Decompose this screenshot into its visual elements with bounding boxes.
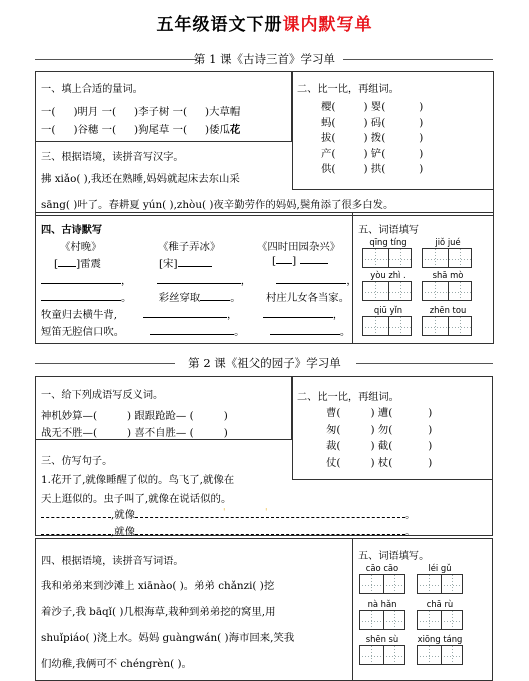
writing-grid[interactable]	[362, 316, 412, 336]
lesson2-heading: 第 2 课《祖父的园子》学习单	[188, 356, 341, 370]
writing-grid[interactable]	[359, 610, 405, 630]
pinyin-1: qīng tíng	[369, 237, 407, 247]
writing-grid[interactable]	[359, 645, 405, 665]
l2-s3-fill1: ,就像 。	[41, 506, 415, 521]
l2-s4-p2: 着沙子,我 bāqǐ( )几根海草,栽种到弟弟挖的窝里,用	[41, 606, 276, 618]
title-black: 五年级语文下册	[156, 15, 283, 35]
l1-s2-title: 二、比一比，再组词。	[297, 84, 399, 95]
l2-s4-p4: 们幼稚,我俩可不 chéngrèn( )。	[41, 658, 192, 670]
writing-grid[interactable]	[422, 316, 472, 336]
writing-grid[interactable]	[417, 610, 463, 630]
l1-s3-line2: sāng( )叶了。春耕夏 yún( ),zhòu( )夜辛勤劳作的妈妈,鬓角添了很多白发。	[41, 199, 394, 211]
l2-s4-p3: shuǐpiáo( )浇上水。妈妈 guàngwán( )海市回来,笑我	[41, 632, 295, 644]
pinyin-2: jiǒ jué	[435, 237, 461, 247]
writing-grid[interactable]	[417, 574, 463, 594]
l2-s3-title: 三、仿写句子。	[41, 456, 113, 467]
pinyin-4: shā mò	[432, 270, 464, 280]
l1-s2-pairs: 樱( ) 婴( ) 蚂( ) 码( ) 拔( ) 拨( ) 产( ) 铲( ) 供( ) 拱( )	[321, 101, 424, 175]
l2-s5-title: 五、词语填写。	[358, 551, 430, 562]
pinyin-11: shēn sù	[365, 634, 399, 644]
pinyin-9: nà hǎn	[367, 599, 397, 609]
poem-line-row3: 牧童归去横牛背, ， ，	[41, 309, 344, 321]
l1-s3-title: 三、根据语境，读拼音写汉字。	[41, 152, 184, 163]
writing-grid[interactable]	[359, 574, 405, 594]
lesson1-heading: 第 1 课《古诗三首》学习单	[193, 52, 336, 66]
poem-title-1: 《村晚》	[60, 241, 102, 253]
title-red: 课内默写单	[282, 15, 373, 35]
mark: '	[265, 508, 268, 518]
page-title	[0, 10, 529, 35]
pinyin-6: zhēn tou	[429, 305, 467, 315]
writing-grid[interactable]	[362, 248, 412, 268]
poem-line-row1: ， ， ，	[41, 272, 357, 287]
l2-s3-fill2: ,就像 。	[41, 523, 415, 538]
poem2-author: [宋]	[159, 255, 212, 270]
l2-s3-line1: 1.花开了,就像睡醒了似的。鸟飞了,就像在	[41, 474, 235, 486]
l2-s1-title: 一、给下列成语写反义词。	[41, 390, 164, 401]
l2-s4-title: 四、根据语境，读拼音写词语。	[41, 556, 184, 567]
pinyin-3: yòu zhì .	[370, 270, 406, 280]
writing-grid[interactable]	[417, 645, 463, 665]
poem3-author: [ ]	[272, 255, 328, 267]
l1-s4-title: 四、古诗默写	[41, 224, 103, 236]
l1-s1-row1: 一( )明月 一( )李子树 一( )大草帽	[41, 106, 241, 118]
pinyin-5: qiū yǐn	[373, 305, 403, 315]
writing-grid[interactable]	[422, 281, 472, 301]
writing-grid[interactable]	[362, 281, 412, 301]
divider	[343, 59, 493, 60]
pinyin-7: cāo cāo	[365, 563, 399, 573]
l1-s3-line1: 拂 xiǎo( ),我还在熟睡,妈妈就起床去东山采	[41, 173, 240, 185]
writing-grid[interactable]	[422, 248, 472, 268]
l2-s1-row1: 神机妙算—( ) 跟跟跄跄— ( )	[41, 410, 228, 422]
poem-line-row4: 短笛无腔信口吹。 。 。	[41, 326, 351, 338]
pinyin-10: chā rù	[426, 599, 454, 609]
l2-s2-pairs: 曹( ) 遭( ) 匆( ) 勿( ) 裁( ) 截( ) 仗( ) 杖( )	[326, 407, 433, 469]
poem1-author: [ ]雷震	[54, 258, 101, 270]
l1-s1-row2: 一( )谷穗 一( )狗尾草 一( )倭瓜花	[41, 124, 241, 136]
divider	[356, 363, 493, 364]
mark: '	[223, 508, 226, 518]
pinyin-8: léi gǔ	[428, 563, 452, 573]
poem-title-3: 《四时田园杂兴》	[257, 241, 341, 253]
poem-title-2: 《稚子弄冰》	[158, 241, 221, 253]
l2-s4-p1: 我和弟弟来到沙滩上 xiānào( )。弟弟 chǎnzi( )挖	[41, 580, 275, 592]
pinyin-12: xiōng táng	[417, 634, 463, 644]
l2-s3-line2: 天上逛似的。虫子叫了,就像在说话似的。	[41, 493, 232, 505]
l2-s2-title: 二、比一比，再组词。	[297, 392, 399, 403]
l1-s1-title: 一、填上合适的量词。	[41, 84, 143, 95]
poem-line-row2: 。 彩丝穿取 。 村庄儿女各当家。	[41, 289, 349, 304]
l2-s1-row2: 战无不胜—( ) 喜不自胜— ( )	[41, 427, 228, 439]
l1-s5-title: 五、词语填写	[358, 225, 420, 236]
